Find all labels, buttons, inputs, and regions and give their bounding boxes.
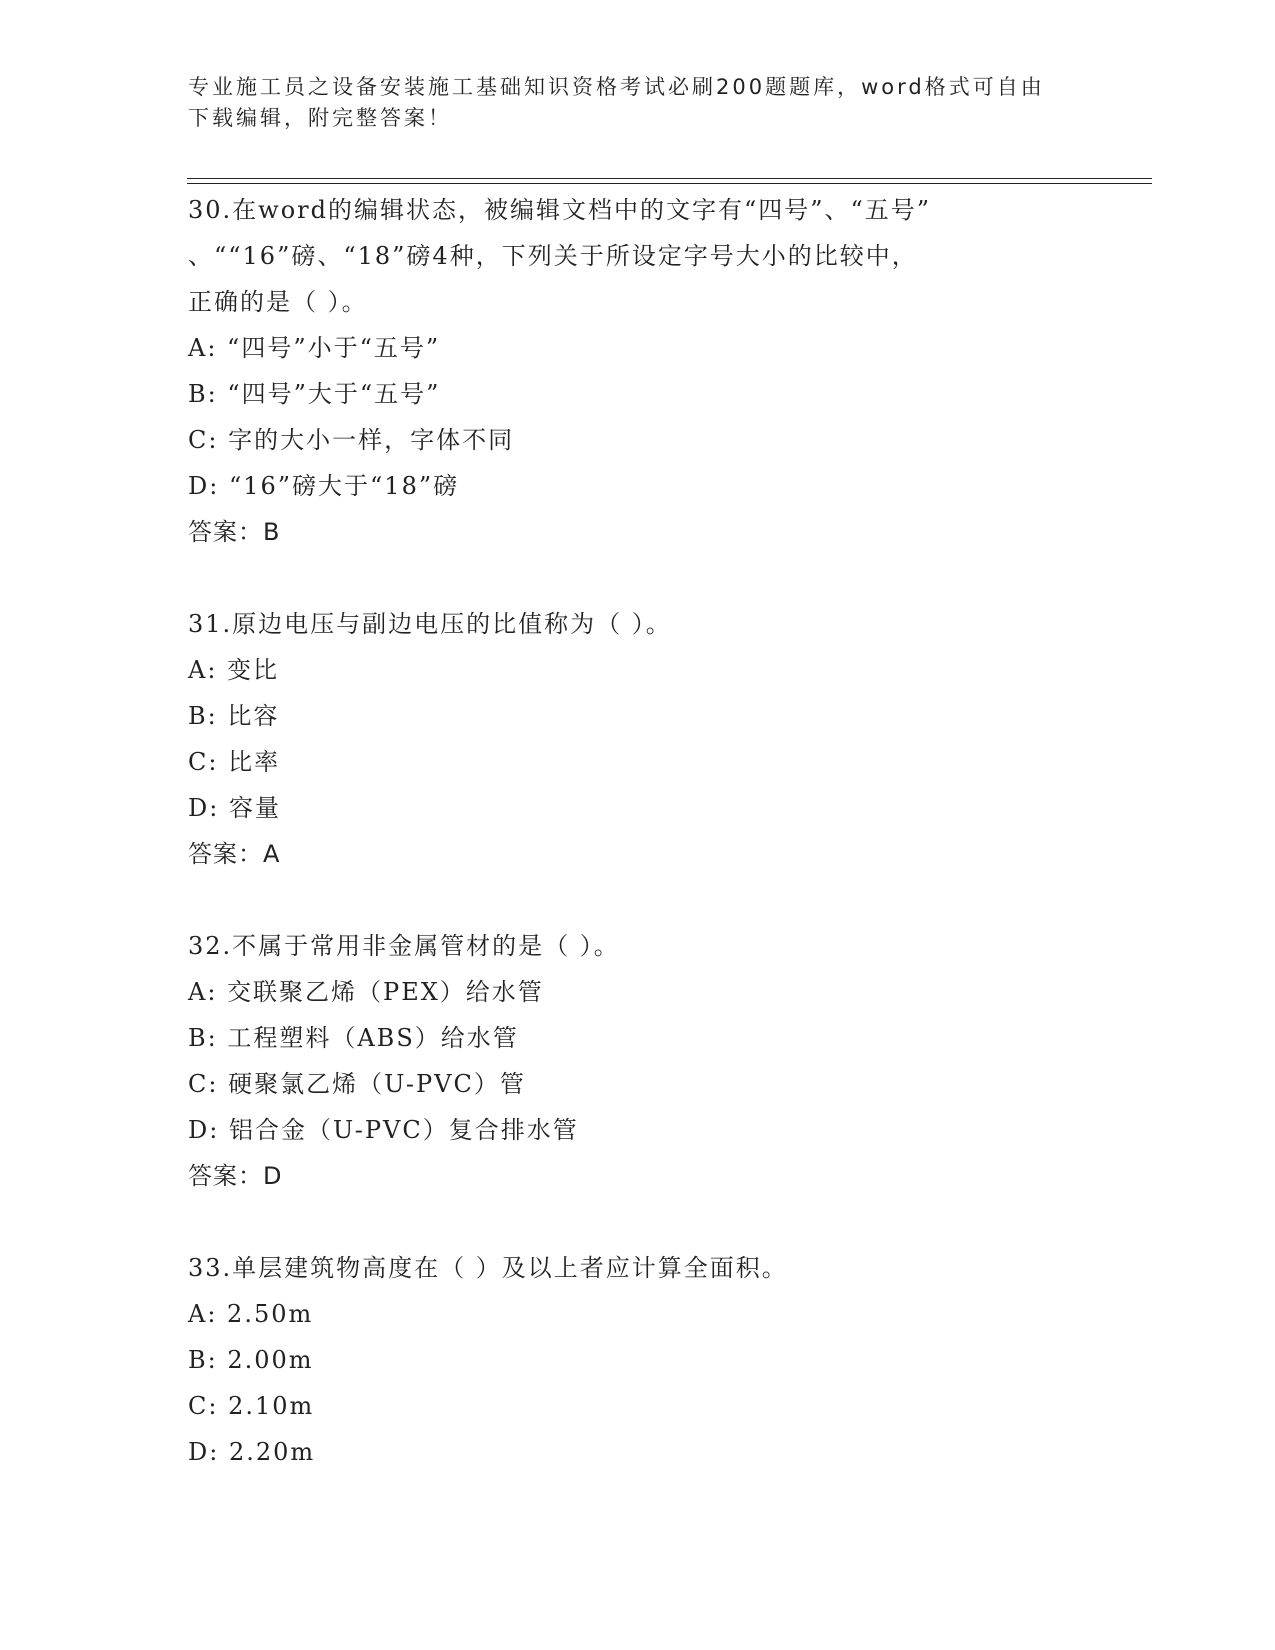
answer: 答案：A	[188, 840, 281, 868]
question-list	[188, 187, 1088, 1475]
option-d: D: 容量	[188, 794, 281, 822]
option-b: B: 工程塑料（ABS）给水管	[188, 1024, 519, 1052]
option-b: B: “四号”大于“五号”	[188, 380, 441, 408]
spacer	[188, 1199, 1088, 1245]
answer: 答案：D	[188, 1162, 283, 1190]
question-block	[188, 187, 1088, 555]
header-line-2: 下载编辑，附完整答案！	[188, 106, 452, 130]
answer: 答案：B	[188, 518, 281, 546]
header-divider-top	[187, 178, 1152, 179]
option-b: B: 2.00m	[188, 1346, 314, 1374]
question-text: 32.不属于常用非金属管材的是（ ）。	[188, 932, 620, 960]
question-text: 、““16”磅、“18”磅4种，下列关于所设定字号大小的比较中，	[188, 242, 918, 270]
question-block	[188, 1245, 1088, 1475]
option-d: D: 2.20m	[188, 1438, 316, 1466]
spacer	[188, 877, 1088, 923]
option-a: A: 变比	[188, 656, 280, 684]
option-c: C: 2.10m	[188, 1392, 315, 1420]
question-text: 30.在word的编辑状态，被编辑文档中的文字有“四号”、“五号”	[188, 196, 932, 224]
question-text: 31.原边电压与副边电压的比值称为（ ）。	[188, 610, 672, 638]
document-header	[188, 72, 1068, 134]
option-c: C: 比率	[188, 748, 281, 776]
option-c: C: 字的大小一样，字体不同	[188, 426, 515, 454]
option-c: C: 硬聚氯乙烯（U-PVC）管	[188, 1070, 526, 1098]
option-a: A: 交联聚乙烯（PEX）给水管	[188, 978, 544, 1006]
option-b: B: 比容	[188, 702, 280, 730]
question-block	[188, 923, 1088, 1199]
option-a: A: 2.50m	[188, 1300, 314, 1328]
option-a: A: “四号”小于“五号”	[188, 334, 441, 362]
question-text: 正确的是（ ）。	[188, 288, 368, 316]
header-divider-bottom	[187, 183, 1152, 184]
header-line-1: 专业施工员之设备安装施工基础知识资格考试必刷200题题库，word格式可自由	[188, 75, 1045, 99]
option-d: D: 铝合金（U-PVC）复合排水管	[188, 1116, 579, 1144]
spacer	[188, 555, 1088, 601]
question-block	[188, 601, 1088, 877]
option-d: D: “16”磅大于“18”磅	[188, 472, 460, 500]
question-text: 33.单层建筑物高度在（ ）及以上者应计算全面积。	[188, 1254, 788, 1282]
